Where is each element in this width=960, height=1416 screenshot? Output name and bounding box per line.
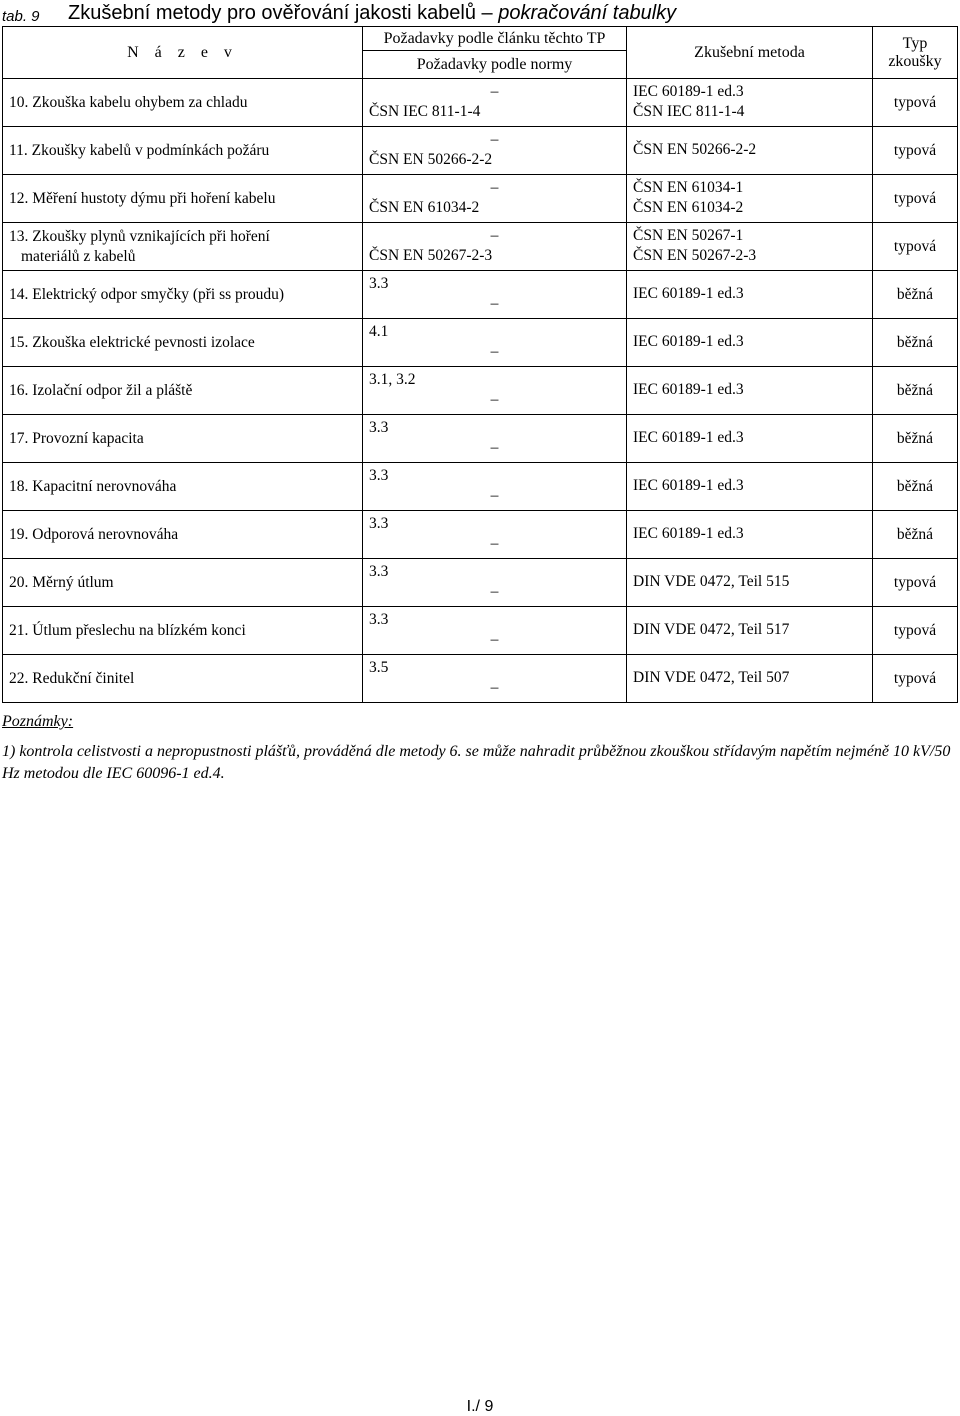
table-row: [3, 79, 958, 127]
row-type: běžná: [873, 367, 958, 415]
row-name: 10. Zkouška kabelu ohybem za chladu: [3, 79, 363, 127]
row-method-line1: ČSN EN 50266-2-2: [633, 141, 757, 158]
row-method: [627, 607, 873, 655]
row-requirements: [363, 607, 627, 655]
row-method-line2: ČSN IEC 811-1-4: [633, 103, 745, 120]
table-row: [3, 223, 958, 271]
row-method-line1: IEC 60189-1 ed.3: [633, 83, 744, 100]
row-type: typová: [873, 223, 958, 271]
row-method: [627, 463, 873, 511]
row-norm-value: ČSN IEC 811-1-4: [369, 103, 481, 120]
row-type: běžná: [873, 415, 958, 463]
row-method-line1: ČSN EN 50267-1: [633, 227, 744, 244]
row-method: [627, 127, 873, 175]
row-tp-value: 3.3: [369, 611, 389, 628]
row-method: [627, 511, 873, 559]
row-method: [627, 79, 873, 127]
table-row: [3, 127, 958, 175]
table-row: [3, 319, 958, 367]
row-requirements: [363, 127, 627, 175]
row-requirements: [363, 367, 627, 415]
row-name: 17. Provozní kapacita: [3, 415, 363, 463]
row-name: 21. Útlum přeslechu na blízkém konci: [3, 607, 363, 655]
row-norm-value: ČSN EN 61034-2: [369, 199, 480, 216]
row-norm-value: –: [490, 631, 499, 648]
row-tp-value: 3.3: [369, 419, 389, 436]
row-type: běžná: [873, 511, 958, 559]
row-tp-value: 3.5: [369, 659, 389, 676]
row-name: 16. Izolační odpor žil a pláště: [3, 367, 363, 415]
row-method-line1: IEC 60189-1 ed.3: [633, 477, 744, 494]
row-norm-value: –: [490, 535, 499, 552]
row-name: 22. Redukční činitel: [3, 655, 363, 703]
row-type: typová: [873, 79, 958, 127]
row-norm-value: –: [490, 679, 499, 696]
row-method-line1: DIN VDE 0472, Teil 515: [633, 573, 790, 590]
row-tp-value: 3.3: [369, 467, 389, 484]
row-tp-value: –: [490, 179, 499, 196]
row-norm-value: –: [490, 487, 499, 504]
table-row: [3, 607, 958, 655]
row-tp-value: 3.3: [369, 275, 389, 292]
row-name: 18. Kapacitní nerovnováha: [3, 463, 363, 511]
table-row: [3, 559, 958, 607]
row-type: typová: [873, 127, 958, 175]
row-method-line1: DIN VDE 0472, Teil 517: [633, 621, 790, 638]
row-method: [627, 319, 873, 367]
row-tp-value: 3.3: [369, 563, 389, 580]
row-norm-value: –: [490, 295, 499, 312]
row-requirements: [363, 511, 627, 559]
row-name: 20. Měrný útlum: [3, 559, 363, 607]
row-type: běžná: [873, 319, 958, 367]
row-method-line2: ČSN EN 50267-2-3: [633, 247, 757, 264]
row-type: typová: [873, 175, 958, 223]
row-name: 15. Zkouška elektrické pevnosti izolace: [3, 319, 363, 367]
row-requirements: [363, 223, 627, 271]
row-method-line1: IEC 60189-1 ed.3: [633, 285, 744, 302]
notes: [2, 713, 952, 785]
row-method-line1: ČSN EN 61034-1: [633, 179, 744, 196]
row-type: běžná: [873, 463, 958, 511]
header-req-tp: Požadavky podle článku těchto TP: [363, 27, 627, 51]
table-title-suffix: pokračování tabulky: [498, 2, 677, 24]
table-number: tab. 9: [2, 8, 40, 25]
row-norm-value: ČSN EN 50267-2-3: [369, 247, 493, 264]
note-item: 1) kontrola celistvosti a nepropustnosti plášťů, prováděná dle metody 6. se může nahradit průběžnou zkouškou střídavým napětím nejméně 10 kV/50 Hz metodou dle IEC 60096-1 ed.4.: [2, 743, 951, 782]
row-requirements: [363, 559, 627, 607]
table-row: [3, 415, 958, 463]
row-method-line1: IEC 60189-1 ed.3: [633, 429, 744, 446]
header-name: N á z e v: [3, 27, 363, 79]
header-req-norm: Požadavky podle normy: [363, 51, 627, 79]
header-method: Zkušební metoda: [627, 27, 873, 79]
header-type: [873, 27, 958, 79]
row-method-line2: ČSN EN 61034-2: [633, 199, 744, 216]
row-tp-value: 3.1, 3.2: [369, 371, 416, 388]
row-name: [3, 223, 363, 271]
row-method-line1: IEC 60189-1 ed.3: [633, 525, 744, 542]
notes-label: Poznámky:: [2, 713, 74, 730]
row-norm-value: –: [490, 391, 499, 408]
test-methods-table: [2, 26, 958, 703]
row-method: [627, 415, 873, 463]
row-type: typová: [873, 655, 958, 703]
row-name-line1: 13. Zkoušky plynů vznikajících při hoření: [9, 227, 270, 245]
row-type: typová: [873, 559, 958, 607]
row-method: [627, 175, 873, 223]
row-requirements: [363, 415, 627, 463]
row-requirements: [363, 655, 627, 703]
row-name-line2: materiálů z kabelů: [21, 247, 136, 265]
row-method: [627, 223, 873, 271]
row-method-line1: IEC 60189-1 ed.3: [633, 381, 744, 398]
header-row-1: [3, 27, 958, 51]
row-requirements: [363, 319, 627, 367]
row-method-line1: IEC 60189-1 ed.3: [633, 333, 744, 350]
row-norm-value: –: [490, 343, 499, 360]
row-method: [627, 655, 873, 703]
row-method: [627, 559, 873, 607]
row-name: 14. Elektrický odpor smyčky (při ss proudu): [3, 271, 363, 319]
row-requirements: [363, 175, 627, 223]
page-number: I./ 9: [466, 1398, 494, 1415]
table-title: Zkušební metody pro ověřování jakosti kabelů – pokračování tabulky: [68, 2, 677, 24]
row-tp-value: –: [490, 131, 499, 148]
table-row: [3, 175, 958, 223]
row-tp-value: –: [490, 83, 499, 100]
row-type: běžná: [873, 271, 958, 319]
row-tp-value: –: [490, 227, 499, 244]
row-requirements: [363, 79, 627, 127]
table-row: [3, 367, 958, 415]
row-tp-value: 3.3: [369, 515, 389, 532]
header-type-line1: Typ: [902, 34, 928, 52]
row-name: 11. Zkoušky kabelů v podmínkách požáru: [3, 127, 363, 175]
table-row: [3, 463, 958, 511]
row-method: [627, 367, 873, 415]
table-title-main: Zkušební metody pro ověřování jakosti kabelů: [68, 2, 476, 24]
row-tp-value: 4.1: [369, 323, 389, 340]
row-type: typová: [873, 607, 958, 655]
row-method-line1: DIN VDE 0472, Teil 507: [633, 669, 790, 686]
table-row: [3, 655, 958, 703]
row-norm-value: –: [490, 439, 499, 456]
row-requirements: [363, 463, 627, 511]
table-row: [3, 271, 958, 319]
row-name: 19. Odporová nerovnováha: [3, 511, 363, 559]
row-name: 12. Měření hustoty dýmu při hoření kabelu: [3, 175, 363, 223]
row-requirements: [363, 271, 627, 319]
row-norm-value: –: [490, 583, 499, 600]
header-type-line2: zkoušky: [888, 52, 942, 70]
row-norm-value: ČSN EN 50266-2-2: [369, 151, 493, 168]
row-method: [627, 271, 873, 319]
table-row: [3, 511, 958, 559]
